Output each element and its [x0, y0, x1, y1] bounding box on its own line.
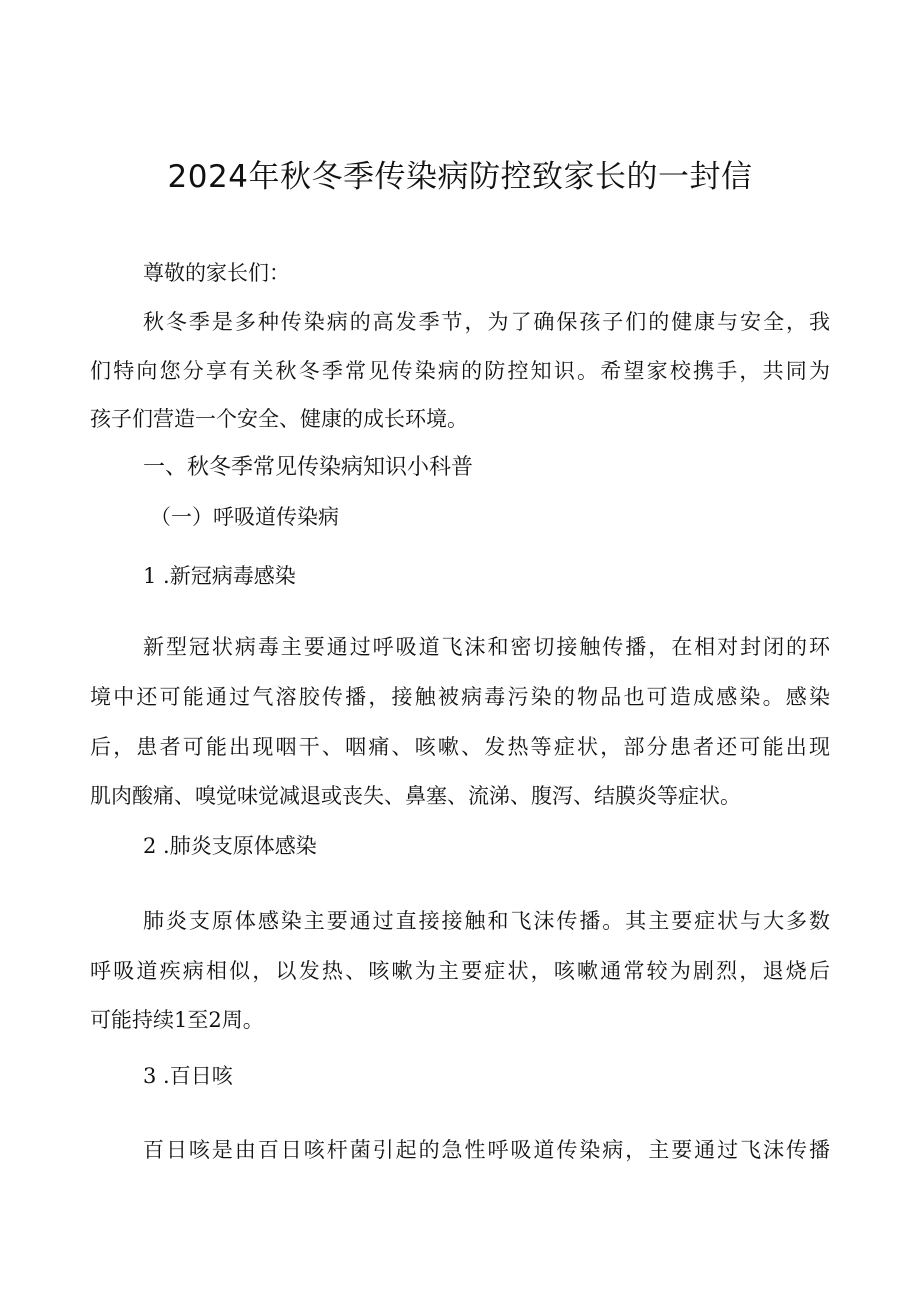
item-2-line-1: 肺炎支原体感染主要通过直接接触和飞沫传播。其主要症状与大多数: [143, 909, 830, 933]
section-heading: 一、秋冬季常见传染病知识小科普: [143, 455, 474, 480]
intro-line-2: 们特向您分享有关秋冬季常见传染病的防控知识。希望家校携手，共同为: [90, 359, 830, 383]
item-1-line-4: 肌肉酸痛、嗅觉味觉减退或丧失、鼻塞、流涕、腹泻、结膜炎等症状。: [90, 784, 741, 808]
greeting: 尊敬的家长们：: [143, 261, 290, 285]
intro-line-1: 秋冬季是多种传染病的高发季节，为了确保孩子们的健康与安全，我: [143, 310, 830, 334]
item-2-heading: 2 .肺炎支原体感染: [143, 834, 317, 858]
item-1-line-2: 境中还可能通过气溶胶传播，接触被病毒污染的物品也可造成感染。感染: [90, 685, 830, 709]
intro-line-3: 孩子们营造一个安全、健康的成长环境。: [90, 407, 468, 431]
item-3-heading: 3 .百日咳: [143, 1064, 233, 1088]
document-title: 2024年秋冬季传染病防控致家长的一封信: [167, 159, 753, 195]
item-1-heading: 1 .新冠病毒感染: [143, 564, 296, 588]
item-2-line-3: 可能持续1至2周。: [90, 1008, 264, 1032]
item-1-line-1: 新型冠状病毒主要通过呼吸道飞沫和密切接触传播，在相对封闭的环: [143, 635, 830, 659]
item-3-line-1: 百日咳是由百日咳杆菌引起的急性呼吸道传染病，主要通过飞沫传播: [143, 1138, 830, 1162]
item-1-line-3: 后，患者可能出现咽干、咽痛、咳嗽、发热等症状，部分患者还可能出现: [90, 735, 830, 759]
item-2-line-2: 呼吸道疾病相似，以发热、咳嗽为主要症状，咳嗽通常较为剧烈，退烧后: [90, 959, 830, 983]
subsection-heading: （一）呼吸道传染病: [150, 505, 339, 529]
